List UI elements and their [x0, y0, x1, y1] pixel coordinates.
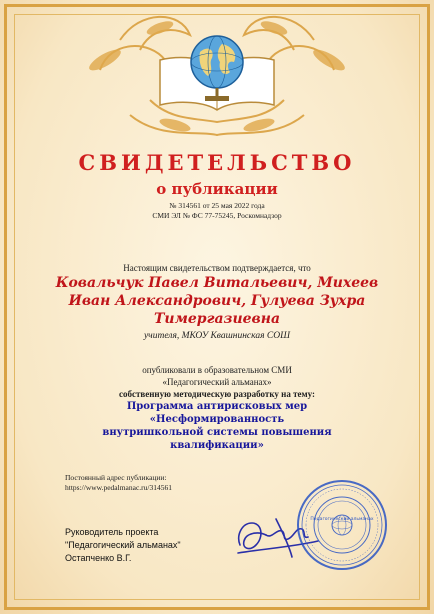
development-label: собственную методическую разработку на тему:	[118, 389, 315, 399]
author-names-line: Иван Александрович, Гулуева Зухра	[68, 293, 366, 309]
certificate-subtitle: о публикации	[156, 180, 278, 198]
round-stamp-icon	[296, 479, 388, 571]
author-names-line: Ковальчук Павел Витальевич, Михеев	[55, 275, 379, 291]
address-url[interactable]: https://www.pedalmanac.ru/314561	[65, 483, 172, 492]
stamp-label: Педагогический альманах	[310, 517, 374, 522]
confirm-text: Настоящим свидетельством подтверждается, что	[123, 263, 311, 273]
published-line: опубликовали в образовательном СМИ	[142, 365, 292, 375]
head-name: Остапченко В.Г.	[65, 553, 132, 563]
program-title	[70, 400, 364, 452]
certificate-title: СВИДЕТЕЛЬСТВО	[78, 150, 356, 175]
smi-registration: СМИ ЭЛ № ФС 77-75245, Роскомнадзор	[152, 211, 282, 220]
globe-book-emblem-icon	[0, 0, 434, 150]
publication-name: «Педагогический альманах»	[162, 377, 272, 387]
program-title-line: квалификации»	[170, 440, 264, 451]
head-project-name: "Педагогический альманах"	[65, 540, 181, 550]
address-label: Постоянный адрес публикации:	[65, 473, 167, 482]
author-names-line: Тимергазиевна	[153, 311, 281, 327]
head-role: Руководитель проекта	[65, 527, 159, 537]
program-title-line: Программа антирисковых мер «Несформированность	[126, 401, 308, 425]
program-title-line: внутришкольной системы повышения	[102, 427, 332, 438]
author-names	[0, 274, 434, 328]
certificate-number: № 314561 от 25 мая 2022 года	[169, 201, 265, 210]
author-affiliation: учителя, МКОУ Квашнинская СОШ	[143, 331, 291, 341]
